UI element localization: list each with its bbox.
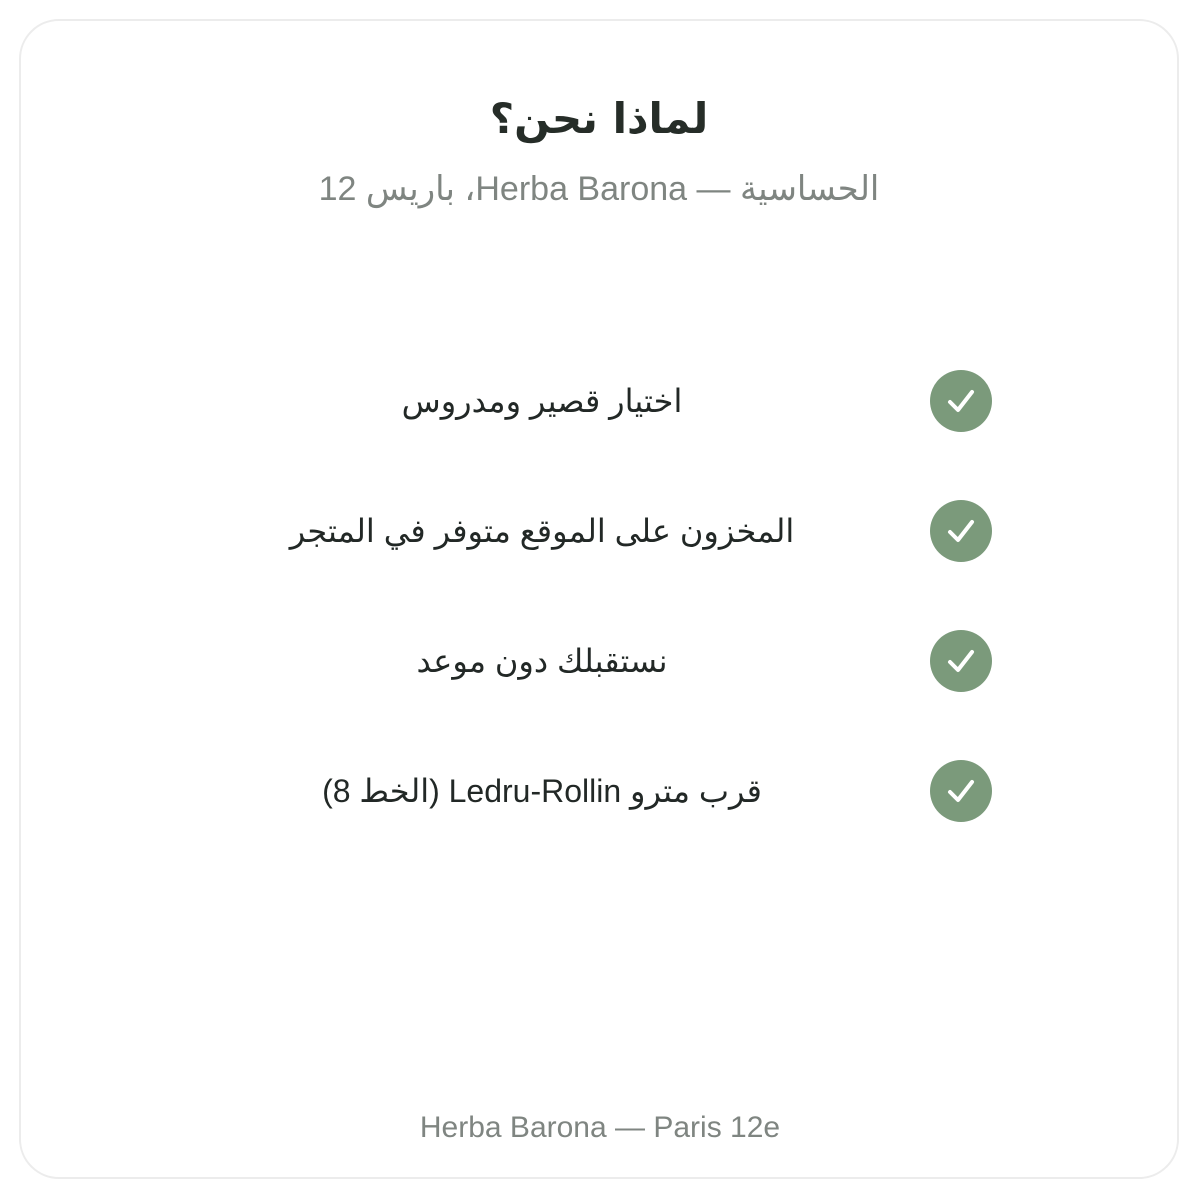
feature-label: نستقبلك دون موعد [416, 643, 668, 679]
feature-item-metro [21, 759, 1177, 823]
feature-item-selection [21, 369, 1177, 433]
feature-list [21, 21, 1177, 1177]
page-title: لماذا نحن؟ [489, 94, 709, 143]
feature-item-walk-in [21, 629, 1177, 693]
feature-label: قرب مترو Ledru-Rollin (الخط 8) [322, 773, 762, 809]
footer-text: Herba Barona — Paris 12e [419, 1111, 781, 1144]
feature-label: المخزون على الموقع متوفر في المتجر [289, 513, 795, 549]
info-card [19, 19, 1179, 1179]
feature-label: اختيار قصير ومدروس [401, 383, 683, 419]
feature-item-stock [21, 499, 1177, 563]
page-subtitle: الحساسية — Herba Barona، باريس 12 [318, 170, 880, 208]
